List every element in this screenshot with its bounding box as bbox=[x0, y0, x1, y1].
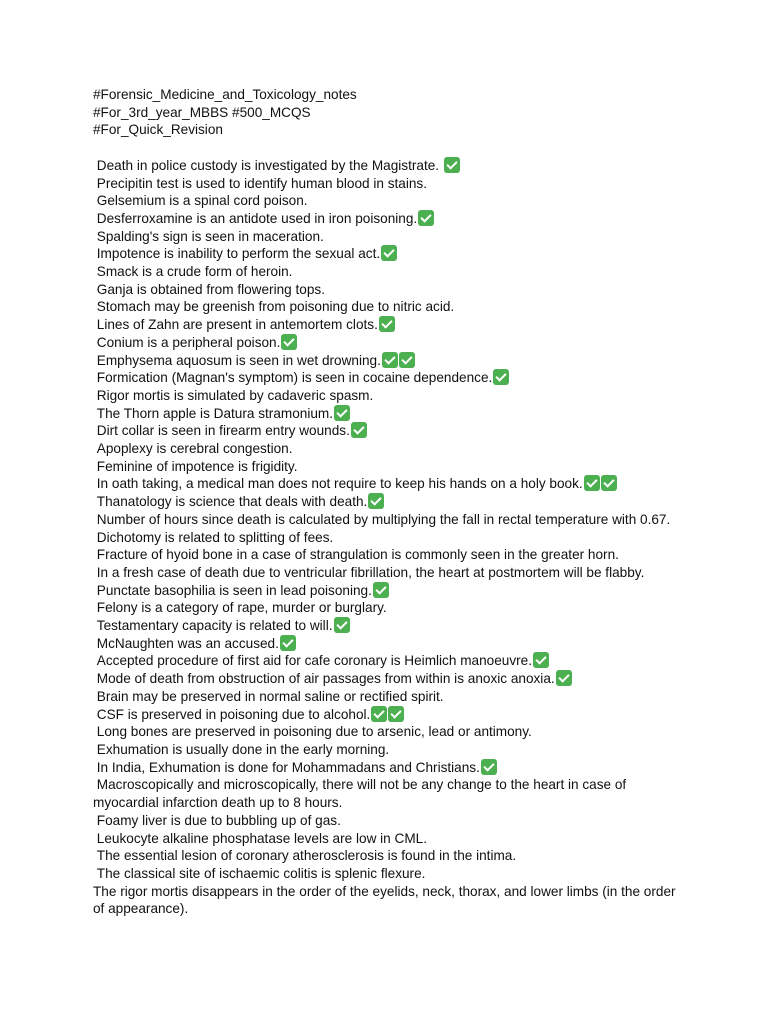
hashtag-block bbox=[93, 86, 683, 139]
note-text: McNaughten was an accused. bbox=[93, 635, 279, 651]
note-item bbox=[93, 316, 683, 334]
note-item bbox=[93, 564, 683, 582]
note-text: The essential lesion of coronary atherosclerosis is found in the intima. bbox=[93, 848, 517, 864]
note-text: Stomach may be greenish from poisoning due to nitric acid. bbox=[93, 299, 455, 315]
note-text: Accepted procedure of first aid for cafe coronary is Heimlich manoeuvre. bbox=[93, 653, 532, 669]
note-item bbox=[93, 458, 683, 476]
check-mark-icon bbox=[444, 157, 460, 173]
note-text: CSF is preserved in poisoning due to alcohol. bbox=[93, 706, 371, 722]
note-text: Impotence is inability to perform the sexual act. bbox=[93, 246, 381, 262]
note-item bbox=[93, 440, 683, 458]
note-text: Lines of Zahn are present in antemortem clots. bbox=[93, 317, 378, 333]
check-mark-icon bbox=[493, 369, 509, 385]
check-mark-icon bbox=[381, 245, 397, 261]
note-item bbox=[93, 865, 683, 883]
note-item bbox=[93, 405, 683, 423]
note-item bbox=[93, 369, 683, 387]
note-text: Dirt collar is seen in firearm entry wounds. bbox=[93, 423, 350, 439]
note-text: Desferroxamine is an antidote used in iron poisoning. bbox=[93, 210, 418, 226]
note-text: Macroscopically and microscopically, there will not be any change to the heart in case of myocardial infarction death up to 8 hours. bbox=[93, 777, 630, 811]
note-item bbox=[93, 245, 683, 263]
note-text: The rigor mortis disappears in the order of the eyelids, neck, thorax, and lower limbs (in the order of appearance). bbox=[93, 883, 680, 917]
note-item bbox=[93, 493, 683, 511]
note-item bbox=[93, 635, 683, 653]
note-item bbox=[93, 175, 683, 193]
note-item bbox=[93, 529, 683, 547]
note-item bbox=[93, 652, 683, 670]
note-text: Formication (Magnan's symptom) is seen in cocaine dependence. bbox=[93, 370, 493, 386]
note-item bbox=[93, 387, 683, 405]
note-text: Ganja is obtained from flowering tops. bbox=[93, 281, 325, 297]
check-mark-icon bbox=[388, 706, 404, 722]
blank-line bbox=[93, 139, 683, 157]
note-text: Death in police custody is investigated by the Magistrate. bbox=[93, 157, 443, 173]
hashtag-line: #Forensic_Medicine_and_Toxicology_notes bbox=[93, 87, 357, 102]
note-item bbox=[93, 706, 683, 724]
note-text: Precipitin test is used to identify human blood in stains. bbox=[93, 175, 427, 191]
note-item bbox=[93, 741, 683, 759]
note-text: Gelsemium is a spinal cord poison. bbox=[93, 193, 308, 209]
check-mark-icon bbox=[418, 210, 434, 226]
note-text: Mode of death from obstruction of air passages from within is anoxic anoxia. bbox=[93, 671, 555, 687]
check-mark-icon bbox=[399, 352, 415, 368]
note-text: The classical site of ischaemic colitis is splenic flexure. bbox=[93, 865, 426, 881]
check-mark-icon bbox=[601, 475, 617, 491]
check-mark-icon bbox=[351, 422, 367, 438]
note-item bbox=[93, 582, 683, 600]
note-text: Fracture of hyoid bone in a case of strangulation is commonly seen in the greater horn. bbox=[93, 547, 619, 563]
note-text: Rigor mortis is simulated by cadaveric spasm. bbox=[93, 387, 374, 403]
check-mark-icon bbox=[533, 652, 549, 668]
check-mark-icon bbox=[556, 670, 572, 686]
note-item bbox=[93, 759, 683, 777]
check-mark-icon bbox=[280, 635, 296, 651]
note-item bbox=[93, 210, 683, 228]
note-text: Foamy liver is due to bubbling up of gas. bbox=[93, 812, 341, 828]
hashtag-line: #For_Quick_Revision bbox=[93, 122, 223, 138]
note-text: Punctate basophilia is seen in lead poisoning. bbox=[93, 582, 372, 598]
note-item bbox=[93, 298, 683, 316]
note-item bbox=[93, 883, 683, 918]
note-text: Number of hours since death is calculated by multiplying the fall in rectal temperature with 0.67. bbox=[93, 511, 671, 527]
check-mark-icon bbox=[382, 352, 398, 368]
note-item bbox=[93, 599, 683, 617]
note-item bbox=[93, 422, 683, 440]
note-item bbox=[93, 263, 683, 281]
note-text: Leukocyte alkaline phosphatase levels are low in CML. bbox=[93, 830, 427, 846]
check-mark-icon bbox=[334, 617, 350, 633]
note-text: Long bones are preserved in poisoning due to arsenic, lead or antimony. bbox=[93, 724, 532, 740]
hashtag-line: #For_3rd_year_MBBS #500_MCQS bbox=[93, 104, 311, 120]
note-item bbox=[93, 157, 683, 175]
note-text: Spalding's sign is seen in maceration. bbox=[93, 228, 324, 244]
check-mark-icon bbox=[368, 493, 384, 509]
note-text: Testamentary capacity is related to will. bbox=[93, 618, 333, 634]
note-text: The Thorn apple is Datura stramonium. bbox=[93, 405, 334, 421]
check-mark-icon bbox=[379, 316, 395, 332]
note-item bbox=[93, 281, 683, 299]
note-text: Feminine of impotence is frigidity. bbox=[93, 458, 298, 474]
note-text: Felony is a category of rape, murder or burglary. bbox=[93, 600, 387, 616]
note-item bbox=[93, 334, 683, 352]
note-item bbox=[93, 847, 683, 865]
note-item bbox=[93, 511, 683, 529]
check-mark-icon bbox=[481, 759, 497, 775]
note-item bbox=[93, 830, 683, 848]
check-mark-icon bbox=[584, 475, 600, 491]
note-text: Brain may be preserved in normal saline or rectified spirit. bbox=[93, 688, 444, 704]
note-item bbox=[93, 688, 683, 706]
check-mark-icon bbox=[334, 405, 350, 421]
note-text: Conium is a peripheral poison. bbox=[93, 334, 281, 350]
note-item bbox=[93, 670, 683, 688]
note-item bbox=[93, 776, 683, 811]
note-text: Emphysema aquosum is seen in wet drowning. bbox=[93, 352, 381, 368]
note-text: Apoplexy is cerebral congestion. bbox=[93, 441, 293, 457]
note-item bbox=[93, 546, 683, 564]
note-item bbox=[93, 723, 683, 741]
note-text: Dichotomy is related to splitting of fees. bbox=[93, 529, 334, 545]
check-mark-icon bbox=[373, 582, 389, 598]
note-text: In oath taking, a medical man does not require to keep his hands on a holy book. bbox=[93, 476, 583, 492]
check-mark-icon bbox=[281, 334, 297, 350]
note-text: Thanatology is science that deals with death. bbox=[93, 494, 368, 510]
check-mark-icon bbox=[371, 706, 387, 722]
note-item bbox=[93, 192, 683, 210]
note-text: Exhumation is usually done in the early morning. bbox=[93, 742, 390, 757]
note-item bbox=[93, 617, 683, 635]
notes-list bbox=[93, 157, 683, 918]
note-item bbox=[93, 352, 683, 370]
note-item bbox=[93, 475, 683, 493]
note-text: In India, Exhumation is done for Mohammadans and Christians. bbox=[93, 759, 480, 775]
document-page bbox=[93, 86, 683, 918]
note-text: Smack is a crude form of heroin. bbox=[93, 264, 293, 280]
note-text: In a fresh case of death due to ventricular fibrillation, the heart at postmortem will be flabby. bbox=[93, 564, 645, 580]
note-item bbox=[93, 228, 683, 246]
note-item bbox=[93, 812, 683, 830]
